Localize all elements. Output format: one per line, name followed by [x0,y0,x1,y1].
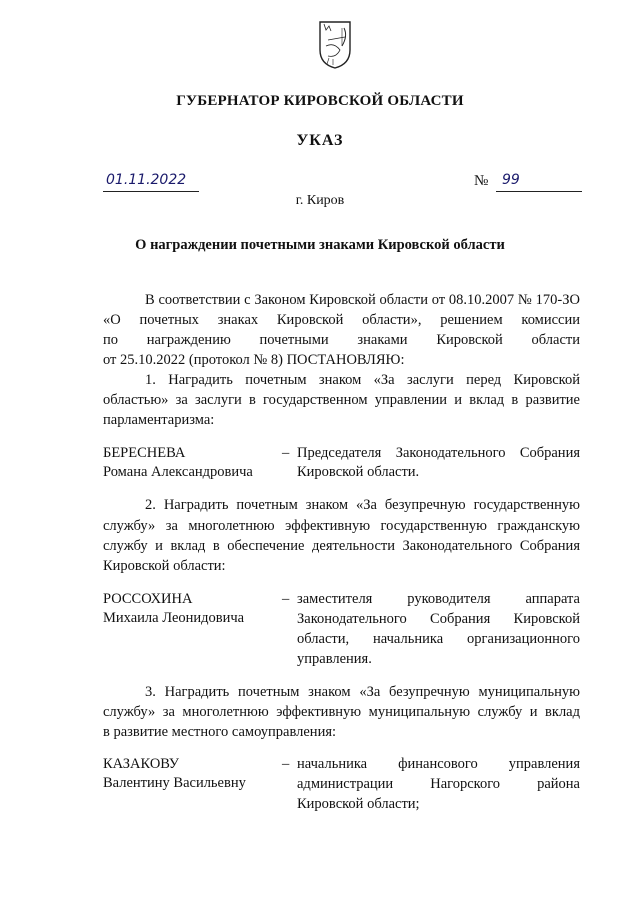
item3-line: 3. Наградить почетным знаком «За безупречную муниципальную [145,684,580,700]
item1-line: 1. Наградить почетным знаком «За заслуги перед Кировской [145,372,580,388]
item3-line: службу» за многолетнюю эффективную муниципальную службу и вклад [103,704,580,720]
awardee-position: начальника финансового управления [297,756,580,772]
awardee-surname: РОССОХИНА [103,591,193,607]
awardee-surname: КАЗАКОВУ [103,756,180,772]
issuing-authority: ГУБЕРНАТОР КИРОВСКОЙ ОБЛАСТИ [176,93,464,109]
item2-line: Кировской области: [103,558,226,574]
number-label: № [474,173,489,189]
item2-line: 2. Наградить почетным знаком «За безупречную государственную [145,497,580,513]
awardee-position: Кировской области. [297,464,420,480]
awardee-surname: БЕРЕСНЕВА [103,445,186,461]
item1-line: парламентаризма: [103,412,215,428]
preamble-line: «О почетных знаках Кировской области», решением комиссии [103,312,580,328]
awardee-position: области, начальника организационного [297,631,580,647]
awardee-given-name: Михаила Леонидовича [103,610,245,626]
decree-number: 99 [496,172,582,192]
document-type: УКАЗ [296,132,344,149]
awardee-position: управления. [297,651,372,667]
decree-title: О награждении почетными знаками Кировской области [135,237,505,253]
awardee-position: Законодательного Собрания Кировской [297,611,580,627]
separator-dash: – [282,591,290,607]
separator-dash: – [282,445,290,461]
awardee-position: Председателя Законодательного Собрания [297,445,580,461]
preamble-line: по награждению почетными знаками Кировской области [103,332,580,348]
kirov-region-coat-of-arms-icon [318,20,352,70]
awardee-position: Кировской области; [297,796,420,812]
item1-line: областью» за заслуги в государственном управлении и вклад в развитие [103,392,580,408]
awardee-given-name: Валентину Васильевну [103,775,246,791]
preamble-line: В соответствии с Законом Кировской области от 08.10.2007 № 170-ЗО [145,292,580,308]
awardee-given-name: Романа Александровича [103,464,253,480]
preamble-line: от 25.10.2022 (протокол № 8) ПОСТАНОВЛЯЮ: [103,352,405,368]
decree-date: 01.11.2022 [103,172,199,192]
city: г. Киров [295,193,345,208]
awardee-position: администрации Нагорского района [297,776,580,792]
awardee-position: заместителя руководителя аппарата [297,591,580,607]
separator-dash: – [282,756,290,772]
item2-line: службу» за многолетнюю эффективную государственную гражданскую [103,518,580,534]
item3-line: в развитие местного самоуправления: [103,724,337,740]
item2-line: службу и вклад в обеспечение деятельности Законодательного Собрания [103,538,580,554]
